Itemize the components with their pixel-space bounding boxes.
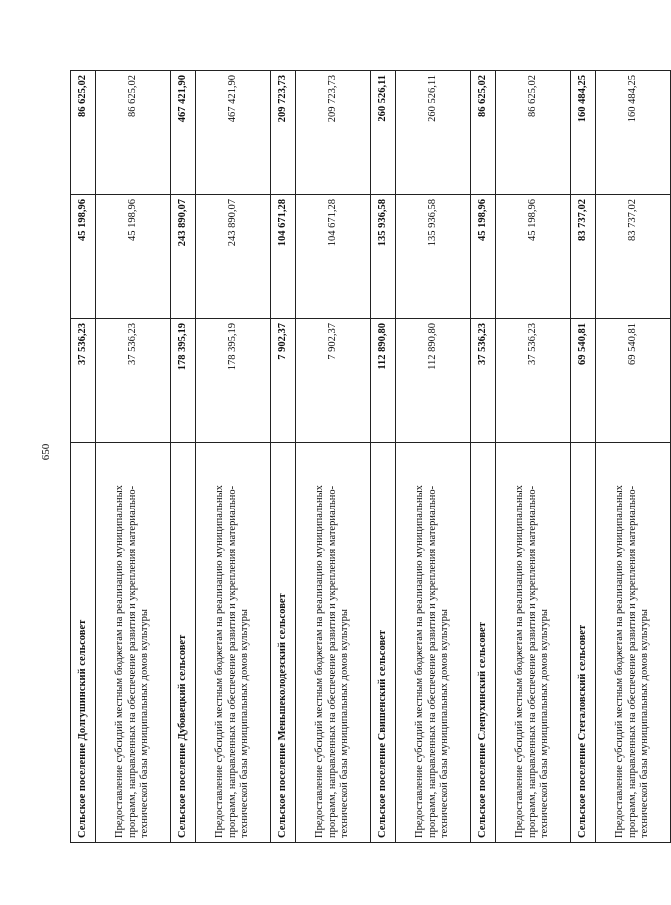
amount-cell-3: 86 625,02 [471, 71, 496, 195]
settlement-name: Сельское поселение Меньшеколодезский сельсовет [271, 443, 296, 843]
settlement-name: Сельское поселение Свишенский сельсовет [371, 443, 396, 843]
amount-cell-3: 467 421,90 [196, 71, 271, 195]
amount-cell-2: 83 737,02 [571, 195, 596, 319]
amount-cell-2: 135 936,58 [371, 195, 396, 319]
amount-cell-1: 69 540,81 [571, 319, 596, 443]
page-number: 650 [40, 443, 52, 461]
rotated-page-content [70, 71, 651, 843]
amount-cell-1: 7 902,37 [296, 319, 371, 443]
purpose-description: Предоставление субсидий местным бюджетам на реализацию муниципальных программ, направленных на обеспечение развития и укрепления материально-технической базы муниципальных домов культуры [496, 443, 571, 843]
table-row-detail [596, 71, 671, 843]
settlement-name: Сельское поселение Дубовецкий сельсовет [171, 443, 196, 843]
settlement-name: Сельское поселение Слепухинский сельсовет [471, 443, 496, 843]
amount-cell-2: 45 198,96 [471, 195, 496, 319]
amount-cell-3: 160 484,25 [571, 71, 596, 195]
amount-cell-1: 37 536,23 [71, 319, 96, 443]
purpose-description: Предоставление субсидий местным бюджетам на реализацию муниципальных программ, направленных на обеспечение развития и укрепления материально-технической базы муниципальных домов культуры [396, 443, 471, 843]
amount-cell-3: 209 723,73 [296, 71, 371, 195]
table-row-detail [396, 71, 471, 843]
amount-cell-3: 260 526,11 [371, 71, 396, 195]
amount-cell-1: 178 395,19 [196, 319, 271, 443]
amount-cell-3: 86 625,02 [71, 71, 96, 195]
amount-cell-1: 112 890,80 [371, 319, 396, 443]
amount-cell-2: 45 198,96 [71, 195, 96, 319]
settlement-name: Сельское поселение Долгушинский сельсовет [71, 443, 96, 843]
amount-cell-1: 178 395,19 [171, 319, 196, 443]
amount-cell-2: 104 671,28 [271, 195, 296, 319]
amount-cell-2: 83 737,02 [596, 195, 671, 319]
amount-cell-1: 37 536,23 [496, 319, 571, 443]
table-row-detail [296, 71, 371, 843]
amount-cell-3: 160 484,25 [596, 71, 671, 195]
table-row-settlement [471, 71, 496, 843]
amount-cell-2: 45 198,96 [96, 195, 171, 319]
amount-cell-2: 45 198,96 [496, 195, 571, 319]
purpose-description: Предоставление субсидий местным бюджетам на реализацию муниципальных программ, направленных на обеспечение развития и укрепления материально-технической базы муниципальных домов культуры [196, 443, 271, 843]
amount-cell-2: 104 671,28 [296, 195, 371, 319]
amount-cell-3: 467 421,90 [171, 71, 196, 195]
purpose-description: Предоставление субсидий местным бюджетам на реализацию муниципальных программ, направленных на обеспечение развития и укрепления материально-технической базы муниципальных домов культуры [96, 443, 171, 843]
amount-cell-3: 86 625,02 [96, 71, 171, 195]
table-row-settlement [571, 71, 596, 843]
amount-cell-2: 135 936,58 [396, 195, 471, 319]
settlement-name: Сельское поселение Стегаловский сельсовет [571, 443, 596, 843]
table-row-settlement [271, 71, 296, 843]
purpose-description: Предоставление субсидий местным бюджетам на реализацию муниципальных программ, направленных на обеспечение развития и укрепления материально-технической базы муниципальных домов культуры [596, 443, 671, 843]
amount-cell-3: 260 526,11 [396, 71, 471, 195]
amount-cell-2: 243 890,07 [196, 195, 271, 319]
amount-cell-1: 69 540,81 [596, 319, 671, 443]
budget-table [70, 70, 671, 843]
amount-cell-3: 209 723,73 [271, 71, 296, 195]
amount-cell-3: 86 625,02 [496, 71, 571, 195]
table-row-settlement [371, 71, 396, 843]
table-row-detail [96, 71, 171, 843]
table-row-detail [196, 71, 271, 843]
amount-cell-1: 7 902,37 [271, 319, 296, 443]
purpose-description: Предоставление субсидий местным бюджетам на реализацию муниципальных программ, направленных на обеспечение развития и укрепления материально-технической базы муниципальных домов культуры [296, 443, 371, 843]
amount-cell-2: 243 890,07 [171, 195, 196, 319]
amount-cell-1: 37 536,23 [471, 319, 496, 443]
amount-cell-1: 37 536,23 [96, 319, 171, 443]
table-row-settlement [171, 71, 196, 843]
amount-cell-1: 112 890,80 [396, 319, 471, 443]
table-row-detail [496, 71, 571, 843]
table-row-settlement [71, 71, 96, 843]
